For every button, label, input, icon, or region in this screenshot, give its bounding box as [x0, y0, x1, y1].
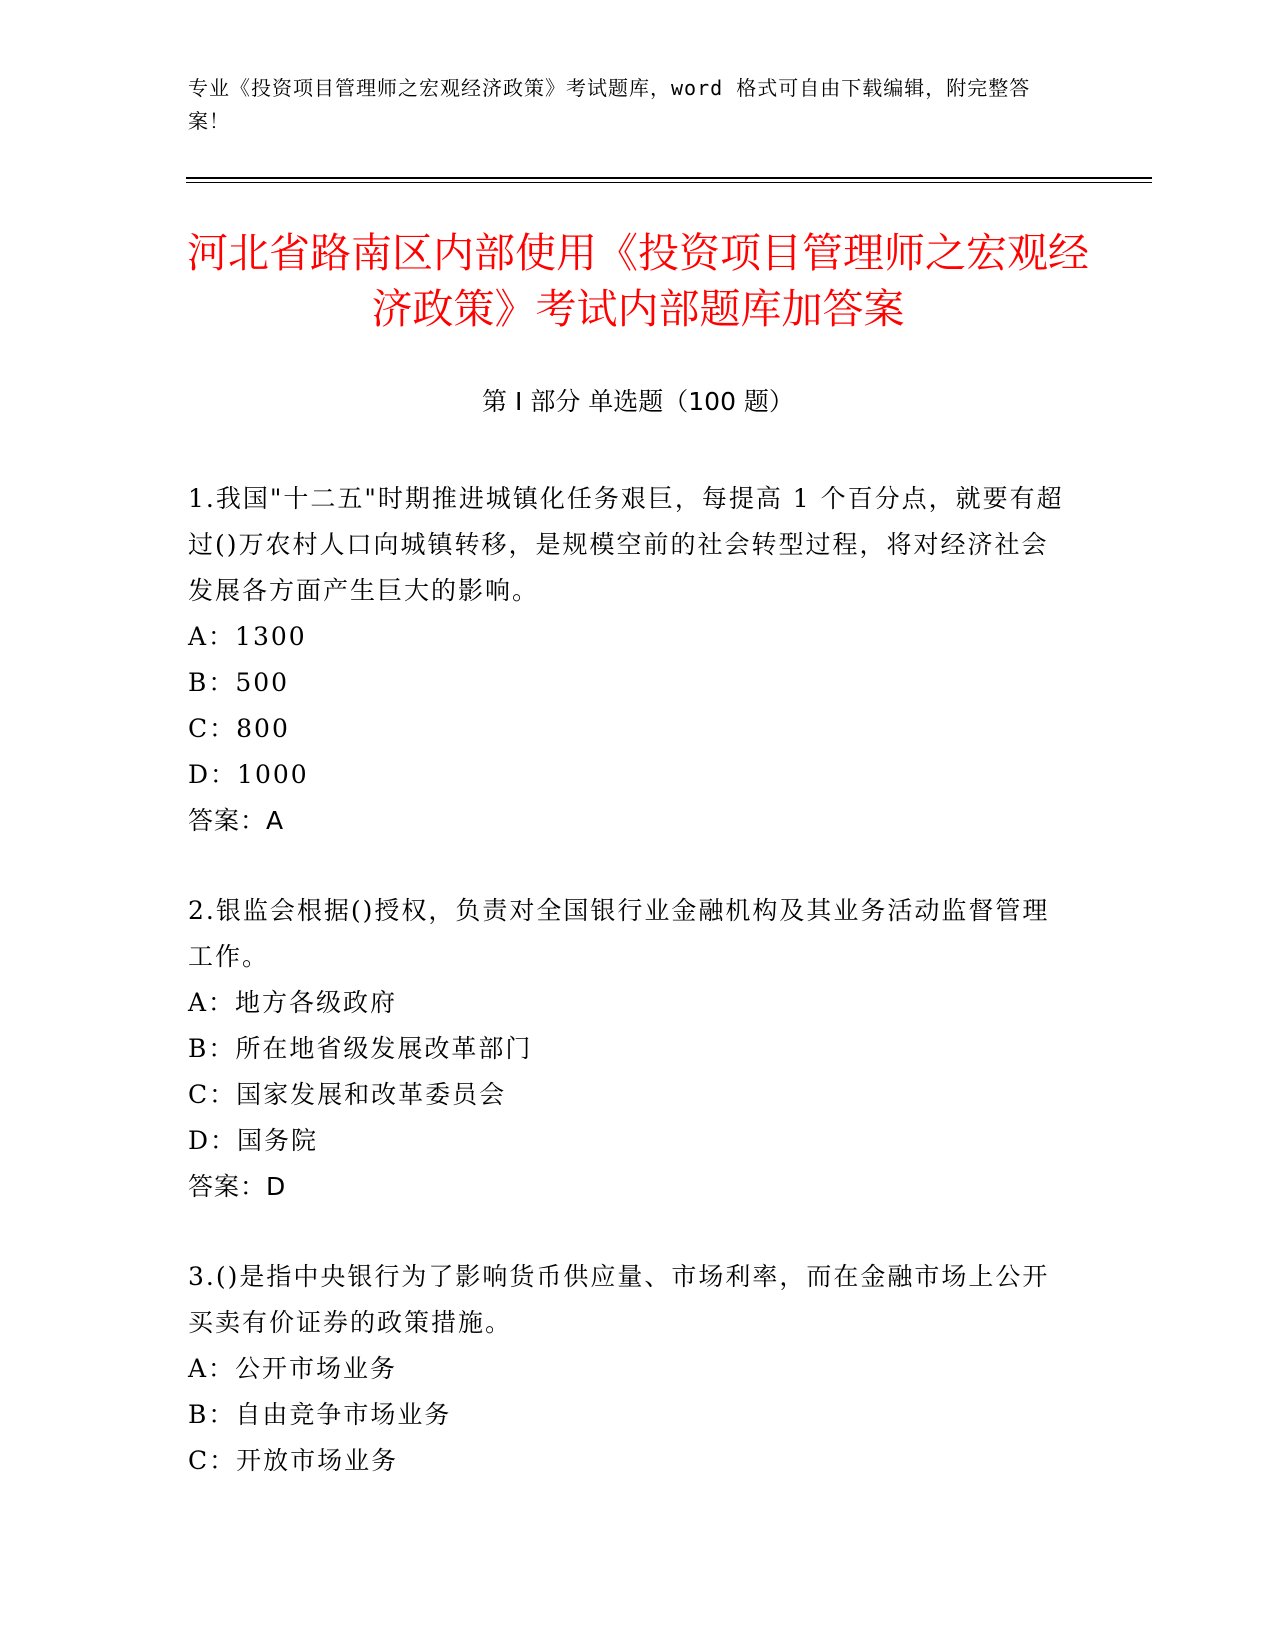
option-b: B：自由竞争市场业务 [188, 1400, 452, 1429]
question-3 [188, 1254, 1068, 1484]
header-divider-thick [186, 177, 1152, 179]
option-a: A：公开市场业务 [188, 1354, 398, 1383]
question-stem: 1.我国"十二五"时期推进城镇化任务艰巨，每提高 1 个百分点，就要有超过()万农村人口向城镇转移，是规模空前的社会转型过程，将对经济社会发展各方面产生巨大的影响。 [188, 484, 1064, 605]
option-d: D：国务院 [188, 1126, 319, 1155]
question-stem: 3.()是指中央银行为了影响货币供应量、市场利率，而在金融市场上公开买卖有价证券的政策措施。 [188, 1262, 1050, 1337]
question-list [188, 476, 1068, 1528]
option-a: A：1300 [188, 622, 307, 651]
document-title: 河北省路南区内部使用《投资项目管理师之宏观经济政策》考试内部题库加答案 [187, 229, 1089, 333]
option-d: D：1000 [188, 760, 309, 789]
answer: 答案：A [188, 806, 285, 835]
section-title: 第 I 部分 单选题（100 题） [482, 387, 794, 416]
question-1 [188, 476, 1068, 844]
option-b: B：所在地省级发展改革部门 [188, 1034, 533, 1063]
option-c: C：800 [188, 714, 290, 743]
header-divider-thin [186, 182, 1152, 183]
question-stem: 2.银监会根据()授权，负责对全国银行业金融机构及其业务活动监督管理工作。 [188, 896, 1050, 971]
option-c: C：国家发展和改革委员会 [188, 1080, 507, 1109]
option-b: B：500 [188, 668, 290, 697]
question-2 [188, 888, 1068, 1210]
answer: 答案：D [188, 1172, 287, 1201]
header-note: 专业《投资项目管理师之宏观经济政策》考试题库，word 格式可自由下载编辑，附完整答案！ [188, 76, 1031, 133]
option-a: A：地方各级政府 [188, 988, 398, 1017]
option-c: C：开放市场业务 [188, 1446, 399, 1475]
